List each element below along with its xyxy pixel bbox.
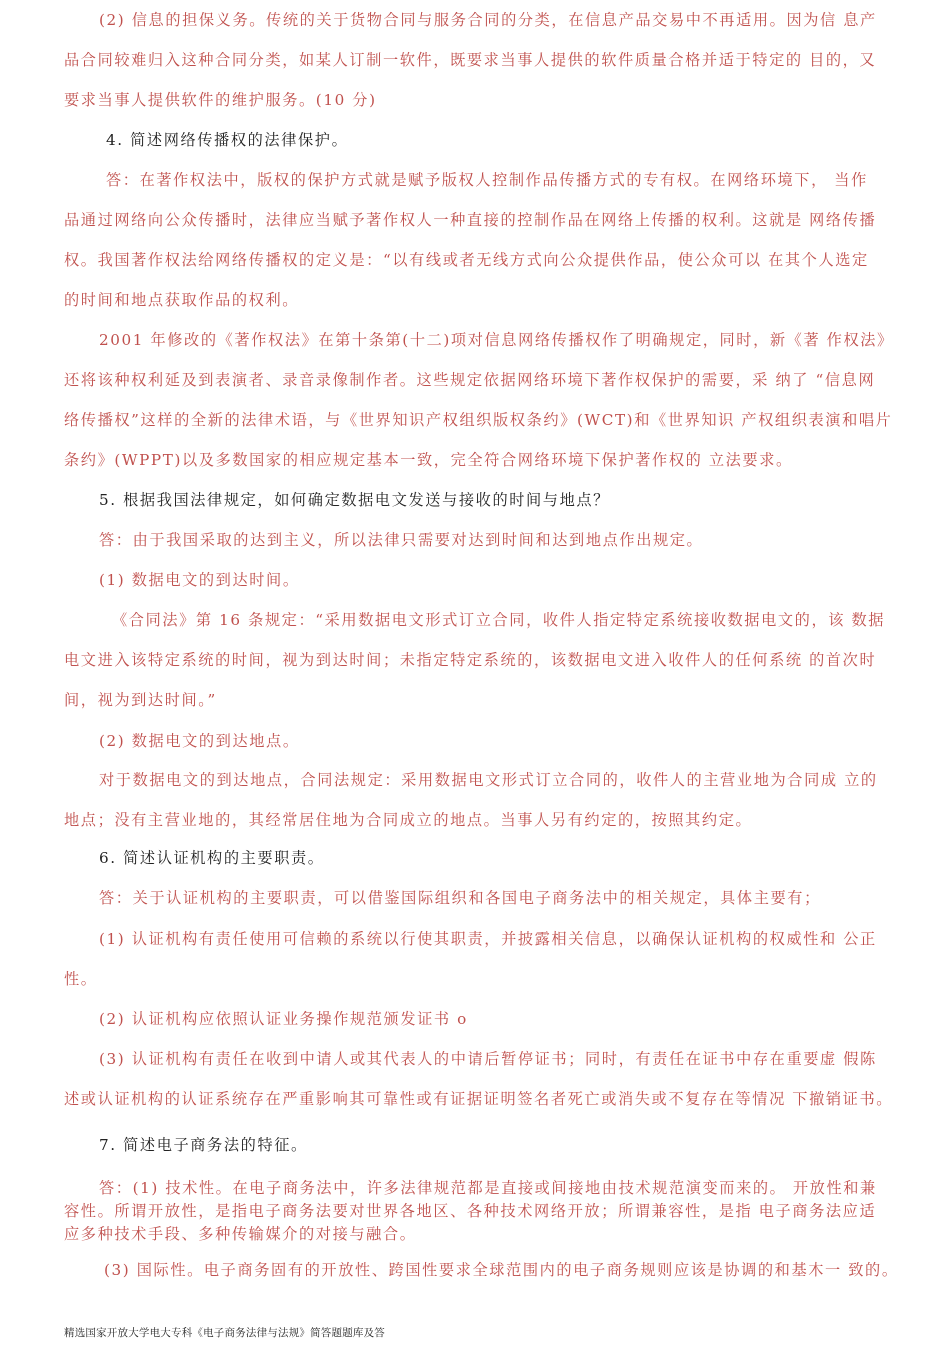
answer-5-item-2-heading — [64, 721, 890, 761]
answer-line: 电文进入该特定系统的时间，视为到达时间；未指定特定系统的，该数据电文进入收件人的任何系统 的首次时 — [64, 651, 877, 669]
answer-5-item-2-text — [64, 760, 890, 840]
question-line: 7. 简述电子商务法的特征。 — [99, 1136, 308, 1154]
answer-line: 权。我国著作权法给网络传播权的定义是：“以有线或者无线方式向公众提供作品，使公众可以 在其个人选定 — [64, 251, 869, 269]
answer-line: 间，视为到达时间。” — [64, 691, 217, 709]
answer-line: 品通过网络向公众传播时，法律应当赋予著作权人一种直接的控制作品在网络上传播的权利。这就是 网络传播 — [64, 211, 877, 229]
answer-6-item-3 — [64, 1039, 894, 1119]
answer-line: 应多种技术手段、多种传输媒介的对接与融合。 — [64, 1225, 417, 1243]
answer-line: (3) 认证机构有责任在收到中请人或其代表人的中请后暂停证书；同时，有责任在证书中存在重要虚 假陈 — [99, 1050, 877, 1068]
answer-5-item-1-heading — [64, 560, 890, 600]
answer-line: (2) 认证机构应依照认证业务操作规范颁发证书 o — [99, 1010, 468, 1028]
answer-line: 的时间和地点获取作品的权利。 — [64, 291, 300, 309]
answer-6-item-2 — [64, 999, 890, 1039]
answer-line: (2) 数据电文的到达地点。 — [99, 732, 300, 750]
answer-line: (1) 数据电文的到达时间。 — [99, 571, 300, 589]
answer-line: 对于数据电文的到达地点，合同法规定：采用数据电文形式订立合同的，收件人的主营业地为合同成 立的 — [99, 771, 878, 789]
page-footer: 精选国家开放大学电大专科《电子商务法律与法规》简答题题库及答 — [64, 1327, 385, 1339]
answer-line: 品合同较难归入这种合同分类，如某人订制一软件，既要求当事人提供的软件质量合格并适于特定的 目的，又 — [64, 51, 877, 69]
answer-line: 《合同法》第 16 条规定：“采用数据电文形式订立合同，收件人指定特定系统接收数据电文的，该 数据 — [112, 611, 886, 629]
answer-line: 容性。所谓开放性，是指电子商务法要对世界各地区、各种技术网络开放；所谓兼容性，是指 电子商务法应适 — [64, 1202, 877, 1220]
question-7 — [64, 1125, 890, 1165]
answer-7-item-3 — [64, 1250, 899, 1290]
answer-5-intro — [64, 520, 890, 560]
question-line: 4. 简述网络传播权的法律保护。 — [106, 131, 349, 149]
answer-line: 述或认证机构的认证系统存在严重影响其可靠性或有证据证明签名者死亡或消失或不复存在等情况 下撤销证书。 — [64, 1090, 894, 1108]
answer-line: 答：由于我国采取的达到主义，所以法律只需要对达到时间和达到地点作出规定。 — [99, 531, 704, 549]
answer-4 — [64, 160, 890, 320]
answer-line: (1) 认证机构有责任使用可信赖的系统以行使其职责，并披露相关信息，以确保认证机构的权威性和 公正 — [99, 930, 877, 948]
answer-line: 条约》(WPPT)以及多数国家的相应规定基本一致，完全符合网络环境下保护著作权的 立法要求。 — [64, 451, 793, 469]
answer-info-warranty — [64, 0, 890, 120]
answer-line: 络传播权”这样的全新的法律术语，与《世界知识产权组织版权条约》(WCT)和《世界知识 产权组织表演和唱片 — [64, 411, 893, 429]
answer-5-item-1-text — [64, 600, 890, 720]
answer-line: 地点；没有主营业地的，其经常居住地为合同成立的地点。当事人另有约定的，按照其约定。 — [64, 811, 753, 829]
answer-line: 答：在著作权法中，版权的保护方式就是赋予版权人控制作品传播方式的专有权。在网络环境下， 当作 — [106, 171, 868, 189]
answer-4-continued — [64, 320, 894, 480]
answer-6-item-1 — [64, 919, 890, 999]
question-line: 6. 简述认证机构的主要职责。 — [99, 849, 325, 867]
question-line: 5. 根据我国法律规定，如何确定数据电文发送与接收的时间与地点？ — [99, 491, 610, 509]
answer-line: 答：(1) 技术性。在电子商务法中，许多法律规范都是直接或间接地由技术规范演变而来的。 开放性和兼 — [99, 1179, 877, 1197]
answer-line: 答：关于认证机构的主要职责，可以借鉴国际组织和各国电子商务法中的相关规定，具体主要有； — [99, 889, 821, 907]
answer-7-item-1 — [64, 1177, 890, 1246]
answer-6-intro — [64, 878, 890, 918]
answer-line: (2) 信息的担保义务。传统的关于货物合同与服务合同的分类，在信息产品交易中不再适用。因为信 息产 — [99, 11, 877, 29]
answer-line: (3) 国际性。电子商务固有的开放性、跨国性要求全球范围内的电子商务规则应该是协调的和基木一 致的。 — [104, 1261, 899, 1279]
answer-line: 要求当事人提供软件的维护服务。(10 分) — [64, 91, 377, 109]
question-5 — [64, 480, 890, 520]
answer-line: 2001 年修改的《著作权法》在第十条第(十二)项对信息网络传播权作了明确规定，同时，新《著 作权法》 — [99, 331, 894, 349]
answer-line: 性。 — [64, 970, 98, 988]
question-6 — [64, 838, 890, 878]
question-4 — [64, 120, 890, 160]
answer-line: 还将该种权利延及到表演者、录音录像制作者。这些规定依据网络环境下著作权保护的需要，采 纳了 “信息网 — [64, 371, 876, 389]
